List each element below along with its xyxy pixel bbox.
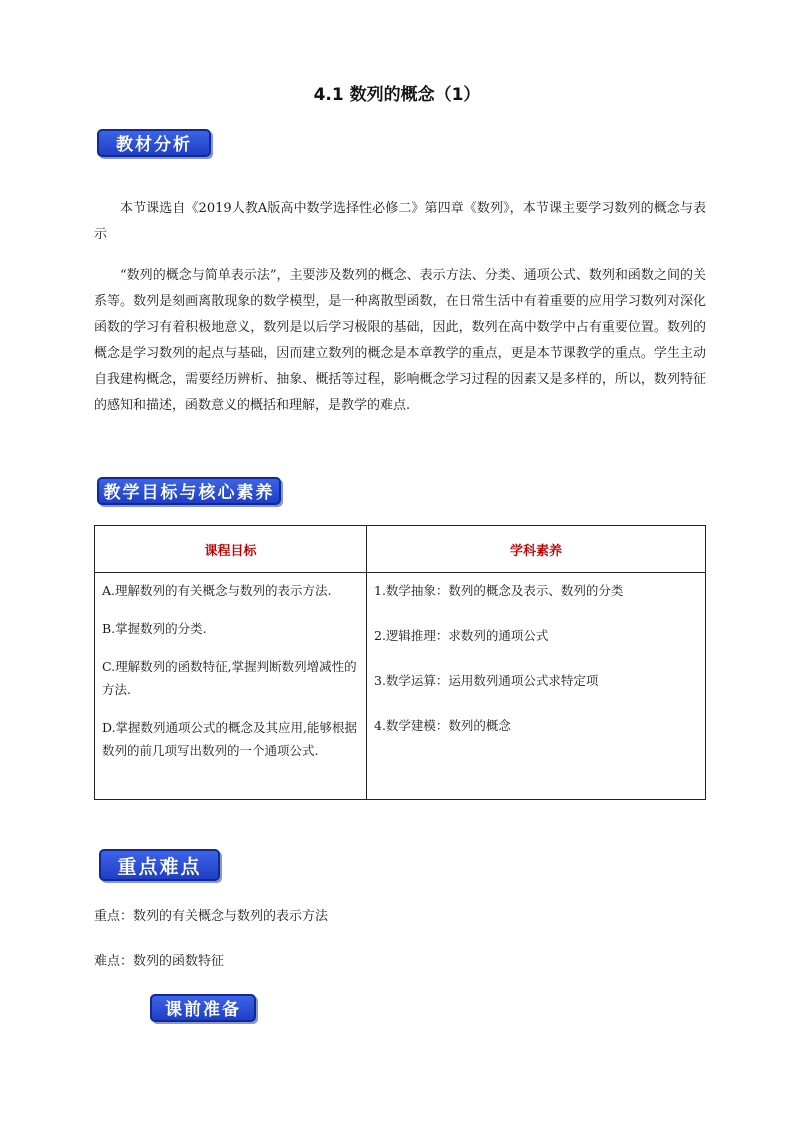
analysis-paragraph-2: “数列的概念与简单表示法”，主要涉及数列的概念、表示方法、分类、通项公式、数列和函数之间的关系等。数列是刻画离散现象的数学模型，是一种离散型函数，在日常生活中有着重要的应用学习数列对深化函数的学习有着积极地意义，数列是以后学习极限的基础，因此，数列在高中数学中占有重要位置。数列的概念是学习数列的起点与基础，因而建立数列的概念是本章教学的重点，更是本节课教学的重点。学生主动自我建构概念，需要经历辨析、抽象、概括等过程，影响概念学习过程的因素又是多样的，所以，数列特征的感知和描述，函数意义的概括和理解，是教学的难点. [94,268,706,413]
course-goal-item: D.掌握数列通项公式的概念及其应用,能够根据数列的前几项写出数列的一个通项公式. [102,720,358,758]
literacy-item: 4.数学建模：数列的概念 [374,718,511,733]
course-goals-cell [95,573,367,800]
header-course-goals: 课程目标 [95,526,367,573]
goals-table [94,525,706,800]
section-badge-analysis: 教材分析 [97,129,211,157]
course-goal-item: C.理解数列的函数特征,掌握判断数列增减性的方法. [102,659,357,697]
analysis-paragraph-1: 本节课选自《2019人教A版高中数学选择性必修二》第四章《数列》，本节课主要学习数列的概念与表示 [94,201,706,242]
literacy-item: 2.逻辑推理：求数列的通项公式 [374,628,549,643]
section-badge-keypoints: 重点难点 [99,849,220,881]
table-row [95,573,706,800]
literacy-item: 3.数学运算：运用数列通项公式求特定项 [374,673,599,688]
section-badge-prep: 课前准备 [150,994,256,1022]
literacy-item: 1.数学抽象：数列的概念及表示、数列的分类 [374,583,624,598]
difficult-point-text: 难点：数列的函数特征 [94,954,225,969]
literacy-cell [367,573,706,800]
key-point-text: 重点：数列的有关概念与数列的表示方法 [94,909,329,924]
course-goal-item: A.理解数列的有关概念与数列的表示方法. [102,583,332,598]
course-goal-item: B.掌握数列的分类. [102,621,207,636]
header-literacy: 学科素养 [367,526,706,573]
table-header-row [95,526,706,573]
section-badge-goals: 教学目标与核心素养 [97,477,281,505]
page-title: 4.1 数列的概念（1） [313,85,481,105]
